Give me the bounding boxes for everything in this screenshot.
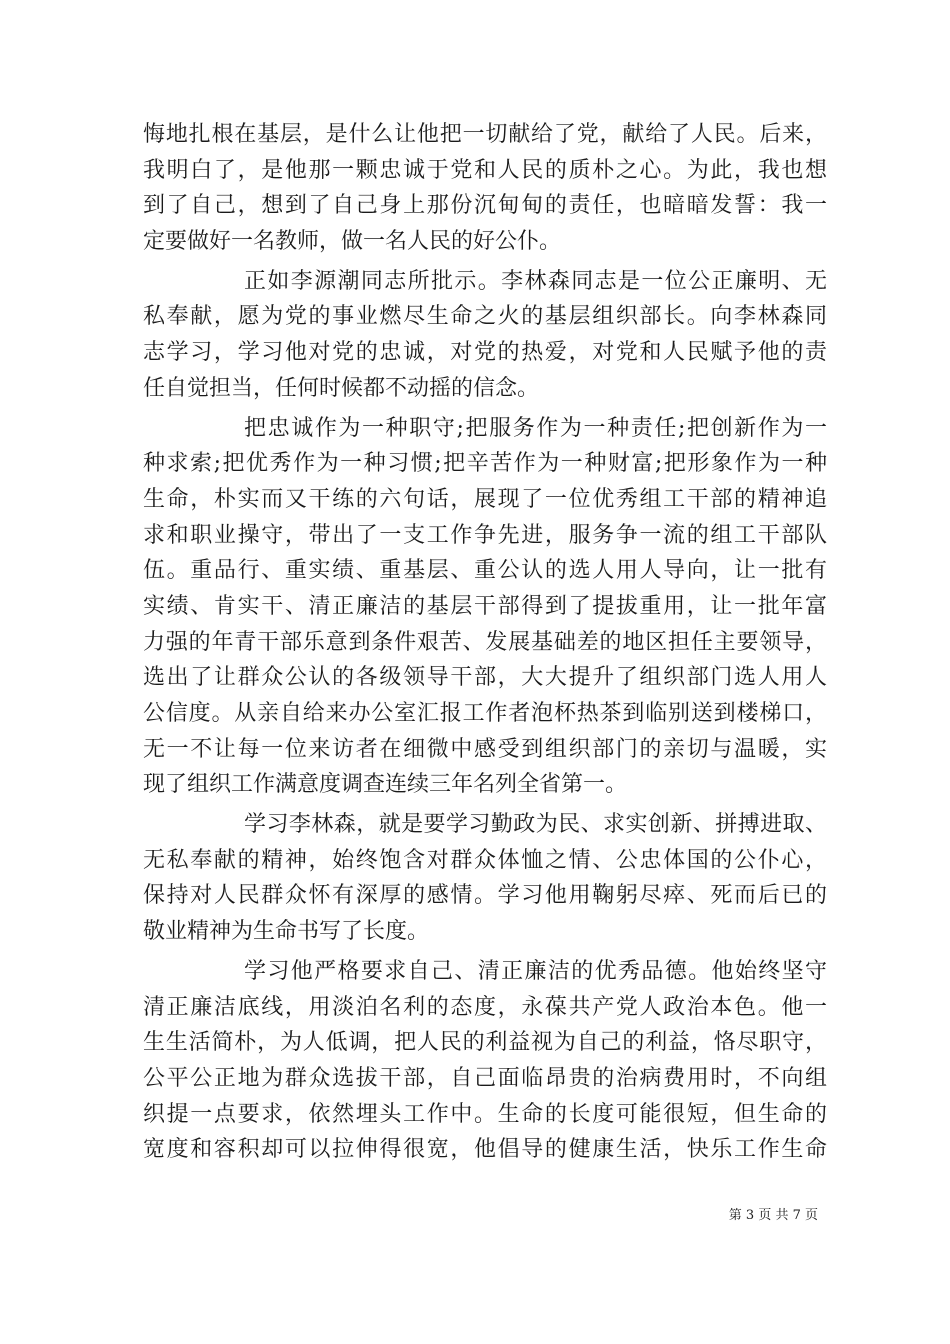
text-line: 力强的年青干部乐意到条件艰苦、发展基础差的地区担任主要领导， <box>143 629 827 655</box>
text-line: 保持对人民群众怀有深厚的感情。学习他用鞠躬尽瘁、死而后已的 <box>143 883 827 909</box>
text-line: 敬业精神为生命书写了长度。 <box>143 919 430 945</box>
text-line: 到了自己，想到了自己身上那份沉甸甸的责任，也暗暗发誓：我一 <box>143 193 827 219</box>
text-line: 悔地扎根在基层，是什么让他把一切献给了党，献给了人民。后来， <box>143 122 827 147</box>
text-line: 正如李源潮同志所批示。李林森同志是一位公正廉明、无 <box>244 268 827 294</box>
page-number: 第 3 页 共 7 页 <box>728 1208 818 1223</box>
text-line: 伍。重品行、重实绩、重基层、重公认的选人用人导向，让一批有 <box>143 558 827 584</box>
text-line: 学习他严格要求自己、清正廉洁的优秀品德。他始终坚守 <box>244 958 827 984</box>
text-line: 生生活简朴，为人低调，把人民的利益视为自己的利益，恪尽职守， <box>143 1030 827 1056</box>
text-line: 求和职业操守，带出了一支工作争先进，服务争一流的组工干部队 <box>143 522 827 548</box>
text-line: 公信度。从亲自给来办公室汇报工作者泡杯热茶到临别送到楼梯口， <box>143 701 827 726</box>
text-line: 学习李林森，就是要学习勤政为民、求实创新、拼搏进取、 <box>244 812 827 838</box>
text-line: 无一不让每一位来访者在细微中感受到组织部门的亲切与温暖，实 <box>143 736 827 762</box>
text-line: 无私奉献的精神，始终饱含对群众体恤之情、公忠体国的公仆心， <box>143 847 827 873</box>
text-line: 实绩、肯实干、清正廉洁的基层干部得到了提拔重用，让一批年富 <box>143 593 827 619</box>
paragraph <box>143 411 827 804</box>
text-line: 生命，朴实而又干练的六句话，展现了一位优秀组工干部的精神追 <box>143 486 827 512</box>
text-line: 任自觉担当，任何时候都不动摇的信念。 <box>143 375 540 401</box>
paragraph <box>143 807 827 950</box>
text-line: 把忠诚作为一种职守;把服务作为一种责任;把创新作为一 <box>244 415 827 441</box>
text-line: 志学习，学习他对党的忠诚，对党的热爱，对党和人民赋予他的责 <box>143 340 827 366</box>
text-line: 织提一点要求，依然埋头工作中。生命的长度可能很短，但生命的 <box>143 1101 827 1127</box>
text-line: 宽度和容积却可以拉伸得很宽，他倡导的健康生活，快乐工作生命 <box>143 1137 827 1163</box>
text-line: 现了组织工作满意度调查连续三年名列全省第一。 <box>143 772 628 798</box>
text-line: 种求索;把优秀作为一种习惯;把辛苦作为一种财富;把形象作为一种 <box>143 451 827 477</box>
text-line: 私奉献，愿为党的事业燃尽生命之火的基层组织部长。向李林森同 <box>143 304 827 330</box>
text-line: 我明白了，是他那一颗忠诚于党和人民的质朴之心。为此，我也想 <box>143 157 827 183</box>
text-line: 清正廉洁底线，用淡泊名利的态度，永葆共产党人政治本色。他一 <box>143 994 827 1020</box>
paragraph <box>143 117 827 260</box>
document-body <box>143 117 827 1172</box>
paragraph <box>143 954 827 1168</box>
text-line: 定要做好一名教师，做一名人民的好公仆。 <box>143 229 562 255</box>
text-line: 公平公正地为群众选拔干部，自己面临昂贵的治病费用时，不向组 <box>143 1065 827 1091</box>
paragraph <box>143 264 827 407</box>
text-line: 选出了让群众公认的各级领导干部，大大提升了组织部门选人用人 <box>143 665 827 691</box>
